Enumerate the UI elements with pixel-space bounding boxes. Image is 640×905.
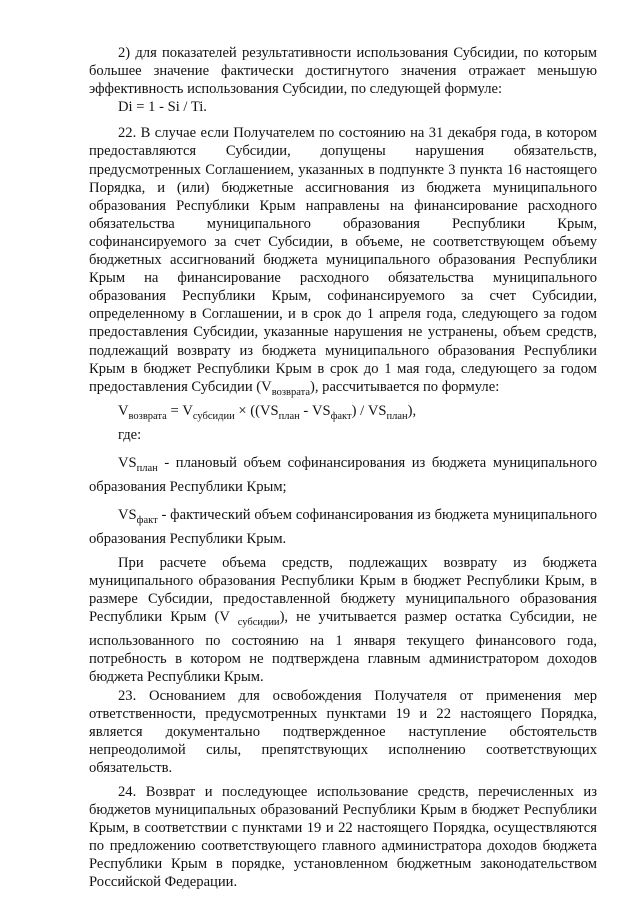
document-body	[89, 44, 597, 892]
paragraph-item-2: 2) для показателей результативности использования Субсидии, по которым большее значение фактически достигнутого значения отражает меньшую эффективность использования Субсидии, по следующей формуле:	[89, 45, 597, 98]
definition-plan-symbol: VS	[118, 454, 137, 471]
formula-sub-return: возврата	[128, 410, 167, 422]
paragraph-23: 23. Основанием для освобождения Получателя от применения мер ответственности, предусмотренных пунктами 19 и 22 настоящего Порядка, является документально подтвержденное наступление обстоятельств непреодолимой силы, препятствующих исполнению соответствующих обязательств.	[89, 687, 597, 776]
paragraph-calculation	[89, 554, 597, 687]
definition-plan-subscript: план	[136, 462, 158, 474]
paragraph-24: 24. Возврат и последующее использование средств, перечисленных из бюджетов муниципальных образований Республики Крым в бюджет Республики Крым, в соответствии с пунктами 19 и 22 настоящего Порядка, осуществляются по предложению соответствующего главного администратора доходов бюджета Республики Крым в порядке, установленном бюджетным законодательством Российской Федерации.	[89, 784, 597, 891]
definition-plan-text: - плановый объем софинансирования из бюджета муниципального образования Республики Крым;	[89, 454, 597, 495]
formula-eq: = V	[166, 402, 193, 419]
paragraph-22-text: 22. В случае если Получателем по состоянию на 31 декабря года, в котором предоставляются Субсидии, допущены нарушения обязательств, предусмотренных Соглашением, указанных в подпункте 3 пункта 16 настоящего Порядка, и (или) бюджетные ассигнования из бюджета муниципального образования Республики Крым направлены на финансирование расходного обязательства муниципального образования Республики Крым, софинансируемого за счет Субсидии, в объеме, не соответствующем объему бюджетных ассигнований бюджета муниципального образования Республики Крым на финансирование расходного обязательства муниципального образования Республики Крым, софинансируемого за счет Субсидии, определенному в Соглашении, и в срок до 1 апреля года, следующего за годом предоставления Субсидии, указанные нарушения не устранены, объем средств, подлежащий возврату из бюджета муниципального образования Республики Крым в бюджет Республики Крым в срок до 1 мая года, следующего за годом предоставления Субсидии (	[89, 125, 597, 395]
formula-sub-fact: факт	[330, 410, 352, 422]
definition-fact-text: - фактический объем софинансирования из бюджета муниципального образования Республики Крым.	[89, 506, 597, 547]
formula-sub-subsidy: субсидии	[192, 410, 235, 422]
formula-mid: × ((VS	[234, 402, 279, 419]
formula-di: Di = 1 - Si / Ti.	[118, 99, 207, 116]
formula-minus: - VS	[299, 402, 331, 419]
paragraph-22-tail: ), рассчитывается по формуле:	[309, 378, 500, 395]
definition-fact-subscript: факт	[136, 514, 158, 526]
formula-sub-plan-2: план	[386, 410, 408, 422]
paragraph-calculation-text: При расчете объема средств, подлежащих возврату из бюджета муниципального образования Республики Крым в бюджет Республики Крым, в размере Субсидии, предоставленной бюджету муниципального образования Республики Крым (V	[89, 554, 597, 626]
formula-div: ) / VS	[351, 402, 387, 419]
v-symbol: V	[261, 378, 272, 395]
definition-fact	[89, 506, 597, 548]
definition-plan	[89, 454, 597, 496]
formula-v: V	[118, 402, 129, 419]
paragraph-calculation-subscript: субсидии	[237, 617, 280, 629]
formula-end: ),	[407, 402, 417, 419]
where-label: где:	[118, 426, 142, 443]
v-subscript: возврата	[271, 386, 310, 398]
paragraph-22	[89, 124, 597, 401]
formula-v-return	[89, 402, 597, 426]
formula-sub-plan: план	[278, 410, 300, 422]
paragraph-calculation-tail: ), не учитывается размер остатка Субсидии, не использованного по состоянию на 1 января текущего финансового года, потребность в котором не подтверждена главным администратором доходов бюджета Республики Крым.	[89, 609, 597, 686]
definition-fact-symbol: VS	[118, 506, 137, 523]
